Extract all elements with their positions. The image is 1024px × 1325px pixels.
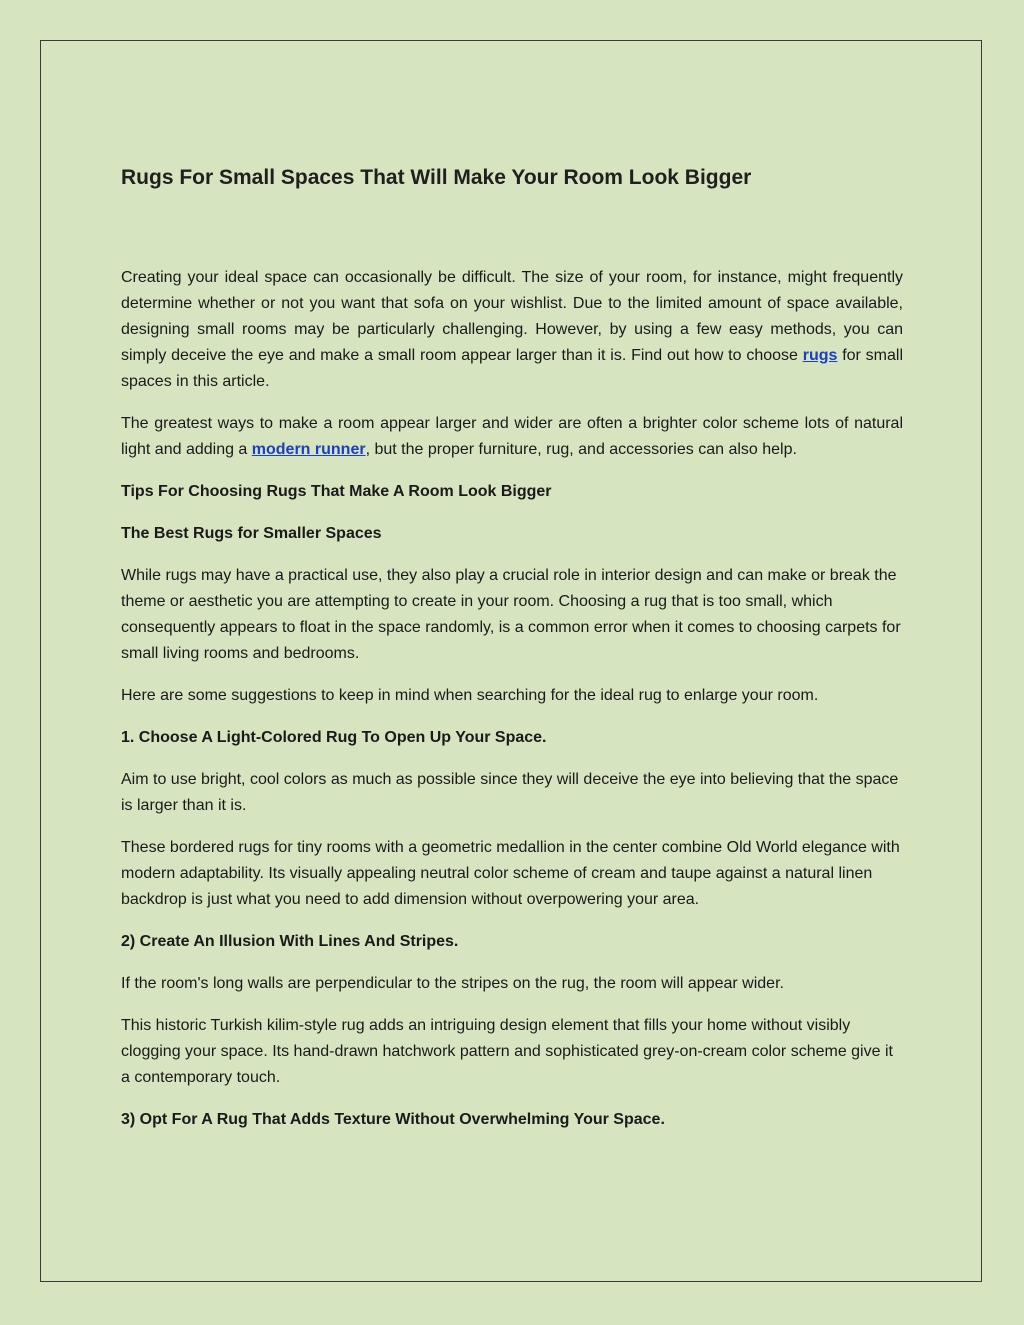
article-title: Rugs For Small Spaces That Will Make Your Room Look Bigger [121,166,752,189]
bordered-rugs-paragraph: These bordered rugs for tiny rooms with a geometric medallion in the center combine Old World elegance with modern adaptability. Its visually appealing neutral color scheme of cream and taupe against a natural linen backdrop is just what you need to add dimension without overpowering your area. [121,839,900,908]
tips-heading: Tips For Choosing Rugs That Make A Room Look Bigger [121,483,552,500]
kilim-paragraph: This historic Turkish kilim-style rug adds an intriguing design element that fills your home without visibly clogging your space. Its hand-drawn hatchwork pattern and sophisticated grey-on-cream color scheme give it a contemporary touch. [121,1017,893,1086]
intro-text-after: for small spaces in this article. [121,347,903,390]
greatest-text-after: , but the proper furniture, rug, and accessories can also help. [365,441,797,458]
stripes-paragraph: If the room's long walls are perpendicular to the stripes on the rug, the room will appear wider. [121,975,784,992]
rugs-link[interactable]: rugs [802,347,838,364]
modern-runner-link[interactable]: modern runner [251,441,366,458]
tip-1-heading: 1. Choose A Light-Colored Rug To Open Up Your Space. [121,729,547,746]
best-rugs-heading: The Best Rugs for Smaller Spaces [121,525,382,542]
intro-paragraph [121,265,903,395]
while-rugs-paragraph: While rugs may have a practical use, they also play a crucial role in interior design and can make or break the theme or aesthetic you are attempting to create in your room. Choosing a rug that is too small, which consequently appears to float in the space randomly, is a common error when it comes to choosing carpets for small living rooms and bedrooms. [121,567,901,662]
tip-3-heading: 3) Opt For A Rug That Adds Texture Without Overwhelming Your Space. [121,1111,665,1128]
suggestions-paragraph: Here are some suggestions to keep in mind when searching for the ideal rug to enlarge your room. [121,687,819,704]
greatest-ways-paragraph [121,411,903,463]
aim-paragraph: Aim to use bright, cool colors as much as possible since they will deceive the eye into believing that the space is larger than it is. [121,771,899,814]
article-body [121,265,903,1133]
tip-2-heading: 2) Create An Illusion With Lines And Stripes. [121,933,459,950]
greatest-text-before: The greatest ways to make a room appear larger and wider are often a brighter color scheme lots of natural light and adding a [121,415,903,458]
article [121,163,903,1149]
intro-text-before: Creating your ideal space can occasionally be difficult. The size of your room, for instance, might frequently determine whether or not you want that sofa on your wishlist. Due to the limited amount of space available, designing small rooms may be particularly challenging. However, by using a few easy methods, you can simply deceive the eye and make a small room appear larger than it is. Find out how to choose [121,269,903,364]
